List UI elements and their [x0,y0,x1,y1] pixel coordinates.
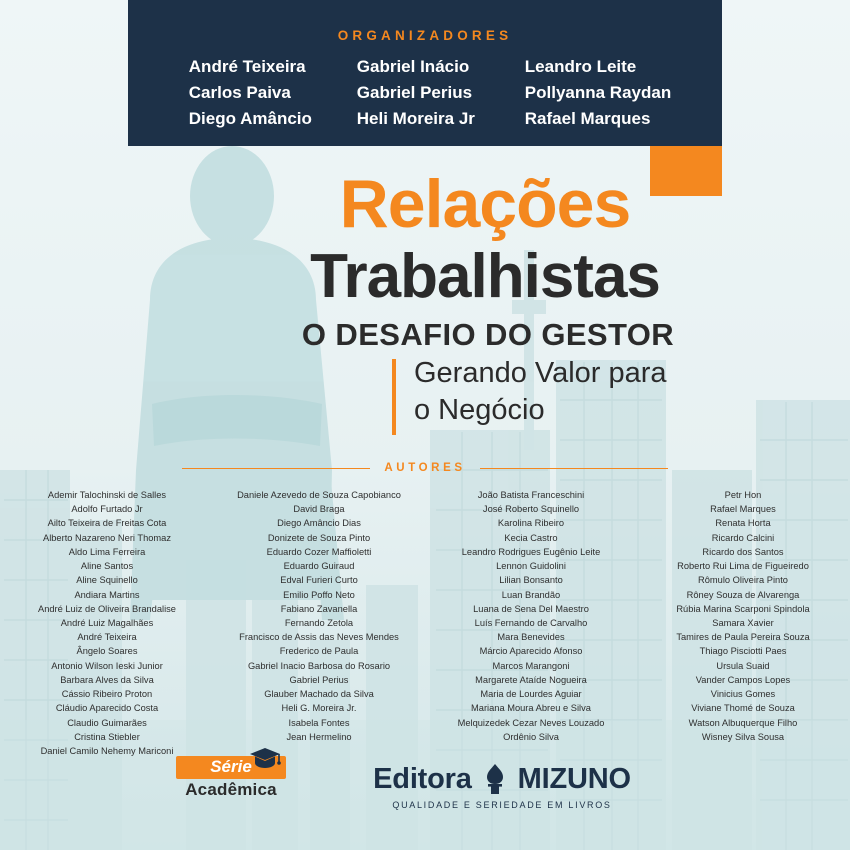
organizer-name: Gabriel Inácio [356,57,470,76]
author-name: Maria de Lourdes Aguiar [480,689,582,700]
organizers-label: ORGANIZADORES [337,28,513,43]
publisher-logo [322,762,682,810]
author-name: André Teixeira [77,632,137,643]
author-name: Thiago Pisciotti Paes [699,646,787,657]
author-name: Isabela Fontes [288,717,350,728]
author-name: Melquizedek Cezar Neves Louzado [457,717,605,728]
author-name: Ursula Suaid [716,660,770,671]
author-name: Daniel Camilo Nehemy Mariconi [40,745,174,756]
authors-column-2 [213,488,425,758]
author-name: João Batista Franceschini [477,490,585,500]
author-name: Vinicius Gomes [710,689,776,700]
graduation-cap-icon [248,745,282,771]
author-name: Daniele Azevedo de Souza Capobianco [237,490,401,500]
divider-right [480,468,668,469]
divider-left [182,468,370,469]
series-badge-top [176,756,286,779]
publisher-tagline: QUALIDADE E SERIEDADE EM LIVROS [392,800,612,810]
author-name: Watson Albuquerque Filho [688,717,798,728]
organizer-name: Rafael Marques [524,109,651,129]
author-name: David Braga [293,504,345,515]
author-name: Aline Santos [80,561,134,572]
author-name: Edval Furieri Curto [280,575,358,586]
author-name: Barbara Alves da Silva [60,674,154,685]
organizer-name: Diego Amâncio [188,109,312,129]
author-name: Antonio Wilson Ieski Junior [51,660,163,671]
author-name: Alberto Nazareno Neri Thomaz [43,532,171,543]
author-name: Karolina Ribeiro [497,518,565,529]
author-name: Roberto Rui Lima de Figueiredo [677,561,809,572]
vertical-rule [392,359,396,435]
author-name: Luan Brandão [501,589,561,600]
author-name: Ricardo Calcini [711,532,775,543]
author-name: Wisney Silva Sousa [701,731,785,742]
author-name: Viviane Thomé de Souza [691,703,795,714]
author-name: Leandro Rodrigues Eugênio Leite [461,546,601,557]
organizers-column-1 [189,55,317,131]
author-name: Diego Amâncio Dias [277,518,361,529]
organizer-name: André Teixeira [188,57,306,76]
organizers-column-2 [357,55,485,131]
author-name: Rômulo Oliveira Pinto [698,575,788,586]
authors-heading [0,462,850,474]
author-name: Donizete de Souza Pinto [267,532,371,543]
author-name: Emilio Poffo Neto [283,589,355,600]
author-name: Eduardo Cozer Maffioletti [266,546,372,557]
book-title-line-2: Trabalhistas [310,242,660,311]
author-name: Ricardo dos Santos [702,546,784,557]
secondary-subtitle: Gerando Valor para o Negócio [414,357,667,427]
author-name: Fabiano Zavanella [280,603,358,614]
series-badge [176,756,286,800]
author-name: Luana de Sena Del Maestro [473,603,589,614]
author-name: Jean Hermelino [286,731,352,742]
author-name: Cássio Ribeiro Proton [61,689,153,700]
author-name: Gabriel Perius [289,674,349,685]
secondary-subtitle-block [392,355,684,435]
author-name: Marcos Marangoni [492,660,570,671]
book-title-line-1: Relações [339,166,631,242]
title-block [0,166,850,353]
author-name: Lilian Bonsanto [499,575,563,586]
authors-column-4 [637,488,849,758]
publisher-name-part2: MIZUNO [517,762,631,795]
author-name: Aline Squinello [76,575,138,586]
organizers-band [128,0,722,146]
author-name: Heli G. Moreira Jr. [281,703,357,714]
author-name: Luís Fernando de Carvalho [474,617,588,628]
organizer-name: Gabriel Perius [356,83,473,103]
author-name: Lennon Guidolini [496,561,566,572]
publisher-name-part1: Editora [373,762,472,795]
author-name: Cristina Stiebler [74,731,140,742]
authors-columns [0,488,850,758]
series-badge-bottom: Acadêmica [185,780,277,799]
author-name: Rúbia Marina Scarponi Spindola [676,603,810,614]
authors-column-1 [1,488,213,758]
series-badge-top-label: Série [210,757,252,776]
author-name: José Roberto Squinello [482,504,580,515]
authors-label: AUTORES [384,462,466,474]
author-name: Rafael Marques [710,504,776,515]
publisher-name [322,762,682,796]
author-name: Gabriel Inacio Barbosa do Rosario [247,660,391,671]
author-name: Francisco de Assis das Neves Mendes [239,632,399,643]
author-name: Glauber Machado da Silva [264,689,374,700]
mizuno-torch-icon [478,762,512,796]
organizer-name: Heli Moreira Jr [356,109,475,129]
author-name: Ailto Teixeira de Freitas Cota [47,518,167,529]
book-subtitle: O DESAFIO DO GESTOR [301,317,675,353]
organizers-columns [128,55,722,131]
author-name: Ordênio Silva [503,731,559,742]
author-name: Adolfo Furtado Jr [71,504,143,515]
organizer-name: Pollyanna Raydan [524,83,672,103]
author-name: Margarete Ataíde Nogueira [475,674,587,685]
organizers-column-3 [525,55,671,131]
author-name: Fernando Zetola [284,617,354,628]
author-name: Tamires de Paula Pereira Souza [676,632,810,643]
author-name: Petr Hon [724,490,762,500]
organizer-name: Carlos Paiva [188,83,291,103]
author-name: Claudio Guimarães [67,717,147,728]
author-name: Ângelo Soares [76,646,138,657]
author-name: Mara Benevides [497,632,565,643]
author-name: Aldo Lima Ferreira [68,546,146,557]
author-name: Eduardo Guiraud [283,561,355,572]
author-name: Frederico de Paula [279,646,359,657]
authors-column-3 [425,488,637,758]
organizer-name: Leandro Leite [524,57,637,76]
author-name: Mariana Moura Abreu e Silva [471,703,591,714]
author-name: Samara Xavier [712,617,774,628]
author-name: Kecia Castro [504,532,558,543]
author-name: Renata Horta [715,518,771,529]
author-name: André Luiz de Oliveira Brandalise [38,603,176,614]
author-name: Andiara Martins [74,589,140,600]
author-name: Vander Campos Lopes [695,674,791,685]
author-name: Márcio Aparecido Afonso [479,646,583,657]
author-name: André Luiz Magalhães [60,617,154,628]
author-name: Ademir Talochinski de Salles [47,490,167,500]
author-name: Cláudio Aparecido Costa [55,703,159,714]
author-name: Rôney Souza de Alvarenga [686,589,800,600]
